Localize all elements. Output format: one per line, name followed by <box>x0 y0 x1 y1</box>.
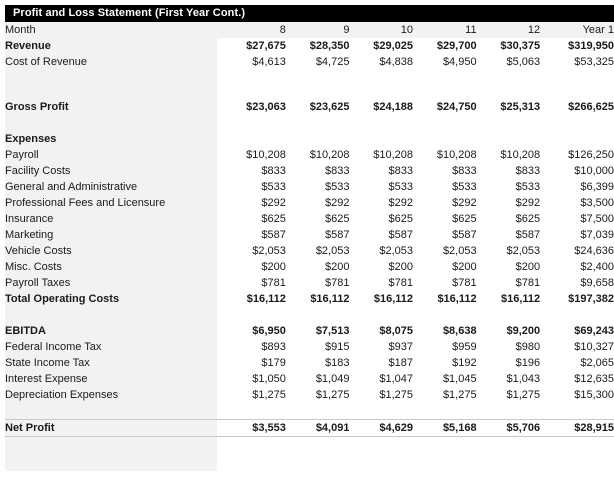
cell-value <box>349 131 413 147</box>
cell-value: $781 <box>388 277 414 289</box>
cell-value: $126,250 <box>568 149 614 161</box>
column-header-month-12: 12 <box>527 24 541 36</box>
cell-value: $10,000 <box>574 165 614 177</box>
row-label: Net Profit <box>5 420 222 437</box>
cell-value: $833 <box>324 165 350 177</box>
cell-value: $980 <box>515 341 541 353</box>
cell-value <box>222 131 286 147</box>
row-label: Revenue <box>5 40 51 52</box>
spacer-cell <box>5 403 614 420</box>
cell-value: $25,313 <box>500 101 541 113</box>
cell-value: $16,112 <box>310 293 350 305</box>
table-row-expenses-heading <box>5 131 614 147</box>
table-header-row <box>5 22 614 38</box>
row-label: General and Administrative <box>5 181 138 193</box>
cell-value: $12,635 <box>574 373 614 385</box>
table-row-depreciation-expenses <box>5 387 614 403</box>
table-row-ebitda <box>5 323 614 339</box>
table-row-revenue <box>5 38 614 54</box>
cell-value: $625 <box>388 213 414 225</box>
table-row-state-income-tax <box>5 355 614 371</box>
cell-value: $183 <box>324 357 350 369</box>
table-row-interest-expense <box>5 371 614 387</box>
cell-value: $200 <box>388 261 414 273</box>
cell-value: $29,700 <box>436 40 477 52</box>
cell-value: $2,065 <box>580 357 614 369</box>
row-label: Facility Costs <box>5 165 71 177</box>
cell-value: $197,382 <box>568 293 614 305</box>
cell-value: $5,168 <box>413 420 477 437</box>
table-row-marketing <box>5 227 614 243</box>
cell-value: $196 <box>515 357 541 369</box>
cell-value: $781 <box>452 277 477 289</box>
table-spacer-row <box>5 70 614 99</box>
cell-value: $8,075 <box>379 325 414 337</box>
cell-value: $587 <box>452 229 477 241</box>
cell-value: $1,275 <box>442 389 477 401</box>
column-header-month-9: 9 <box>343 24 350 36</box>
table-row-insurance <box>5 211 614 227</box>
table-row-vehicle-costs <box>5 243 614 259</box>
cell-value: $292 <box>452 197 477 209</box>
cell-value: $7,500 <box>580 213 614 225</box>
cell-value: $833 <box>388 165 414 177</box>
cell-value <box>477 131 541 147</box>
cell-value: $10,208 <box>436 149 477 161</box>
table-row-misc-costs <box>5 259 614 275</box>
cell-value: $4,629 <box>349 420 413 437</box>
financials-table <box>5 22 614 437</box>
table-row-facility-costs <box>5 163 614 179</box>
cell-value: $625 <box>515 213 541 225</box>
cell-value: $1,043 <box>506 373 541 385</box>
cell-value: $9,658 <box>580 277 614 289</box>
cell-value: $8,638 <box>442 325 477 337</box>
row-label: Payroll Taxes <box>5 277 71 289</box>
table-spacer-row <box>5 115 614 131</box>
cell-value: $2,053 <box>506 245 541 257</box>
cell-value: $587 <box>261 229 286 241</box>
table-row-payroll <box>5 147 614 163</box>
cell-value: $625 <box>452 213 477 225</box>
cell-value: $10,208 <box>309 149 350 161</box>
cell-value: $625 <box>261 213 286 225</box>
cell-value: $23,625 <box>309 101 350 113</box>
column-header-month-10: 10 <box>400 24 414 36</box>
row-label: Interest Expense <box>5 373 88 385</box>
cell-value: $5,063 <box>506 56 541 68</box>
cell-value: $200 <box>324 261 350 273</box>
cell-value: $1,275 <box>379 389 414 401</box>
table-row-general-and-administrative <box>5 179 614 195</box>
cell-value: $533 <box>261 181 286 193</box>
table-row-payroll-taxes <box>5 275 614 291</box>
row-label: Marketing <box>5 229 54 241</box>
row-label: State Income Tax <box>5 357 90 369</box>
cell-value: $533 <box>324 181 350 193</box>
cell-value: $4,838 <box>379 56 414 68</box>
cell-value: $2,400 <box>580 261 614 273</box>
cell-value: $1,049 <box>315 373 350 385</box>
cell-value: $937 <box>388 341 414 353</box>
table-spacer-row <box>5 307 614 323</box>
cell-value: $4,725 <box>315 56 350 68</box>
cell-value: $3,500 <box>580 197 614 209</box>
cell-value: $2,053 <box>315 245 350 257</box>
cell-value: $24,750 <box>436 101 477 113</box>
cell-value: $266,625 <box>568 101 614 113</box>
row-label: EBITDA <box>5 325 46 337</box>
cell-value: $2,053 <box>379 245 414 257</box>
row-label: Payroll <box>5 149 39 161</box>
row-label: Depreciation Expenses <box>5 389 119 401</box>
bottom-margin <box>0 471 614 477</box>
cell-value: $1,050 <box>252 373 286 385</box>
cell-value: $533 <box>515 181 541 193</box>
cell-value: $915 <box>324 341 350 353</box>
cell-value: $16,112 <box>501 293 541 305</box>
cell-value: $7,513 <box>315 325 350 337</box>
cell-value: $833 <box>452 165 477 177</box>
cell-value: $200 <box>515 261 541 273</box>
cell-value: $893 <box>261 341 286 353</box>
cell-value: $3,553 <box>222 420 286 437</box>
cell-value: $53,325 <box>574 56 614 68</box>
cell-value: $6,399 <box>580 181 614 193</box>
row-label: Federal Income Tax <box>5 341 102 353</box>
cell-value: $292 <box>388 197 414 209</box>
cell-value: $179 <box>261 357 286 369</box>
cell-value: $23,063 <box>246 101 286 113</box>
table-row-professional-fees-and-licensure <box>5 195 614 211</box>
cell-value: $29,025 <box>373 40 414 52</box>
row-label: Insurance <box>5 213 54 225</box>
column-header-year-1: Year 1 <box>582 24 614 36</box>
cell-value: $24,636 <box>574 245 614 257</box>
cell-value: $833 <box>515 165 541 177</box>
cell-value: $1,275 <box>506 389 541 401</box>
table-row-cost-of-revenue <box>5 54 614 70</box>
spacer-cell <box>5 70 614 99</box>
cell-value: $959 <box>452 341 477 353</box>
cell-value: $587 <box>515 229 541 241</box>
row-label: Vehicle Costs <box>5 245 72 257</box>
row-label: Cost of Revenue <box>5 56 87 68</box>
cell-value <box>286 131 350 147</box>
table-row-federal-income-tax <box>5 339 614 355</box>
cell-value <box>413 131 477 147</box>
cell-value: $24,188 <box>373 101 414 113</box>
cell-value: $192 <box>452 357 477 369</box>
column-header-month: Month <box>5 24 36 36</box>
cell-value: $292 <box>324 197 350 209</box>
cell-value: $2,053 <box>252 245 286 257</box>
statement-title: Profit and Loss Statement (First Year Cont.) <box>5 5 614 22</box>
column-header-month-8: 8 <box>279 24 286 36</box>
cell-value: $781 <box>515 277 541 289</box>
cell-value: $16,112 <box>246 293 286 305</box>
cell-value: $2,053 <box>442 245 477 257</box>
cell-value: $781 <box>261 277 286 289</box>
cell-value: $200 <box>452 261 477 273</box>
cell-value: $1,275 <box>315 389 350 401</box>
cell-value: $4,613 <box>252 56 286 68</box>
row-label: Misc. Costs <box>5 261 62 273</box>
cell-value: $587 <box>388 229 414 241</box>
cell-value <box>540 131 614 147</box>
row-label: Professional Fees and Licensure <box>5 197 166 209</box>
cell-value: $319,950 <box>568 40 614 52</box>
spacer-cell <box>5 115 614 131</box>
cell-value: $16,112 <box>373 293 414 305</box>
cell-value: $6,950 <box>252 325 286 337</box>
cell-value: $533 <box>452 181 477 193</box>
cell-value: $533 <box>388 181 414 193</box>
cell-value: $1,275 <box>252 389 286 401</box>
cell-value: $292 <box>515 197 541 209</box>
table-row-gross-profit <box>5 99 614 115</box>
cell-value: $187 <box>388 357 414 369</box>
column-header-month-11: 11 <box>465 24 477 36</box>
cell-value: $292 <box>261 197 286 209</box>
cell-value: $30,375 <box>500 40 541 52</box>
cell-value: $1,047 <box>379 373 414 385</box>
table-row-net-profit <box>5 420 614 437</box>
cell-value: $15,300 <box>574 389 614 401</box>
cell-value: $4,091 <box>286 420 350 437</box>
row-label: Total Operating Costs <box>5 293 120 305</box>
cell-value: $27,675 <box>246 40 286 52</box>
cell-value: $10,327 <box>574 341 614 353</box>
cell-value: $781 <box>324 277 350 289</box>
cell-value: $69,243 <box>574 325 614 337</box>
cell-value: $16,112 <box>437 293 477 305</box>
cell-value: $9,200 <box>506 325 541 337</box>
cell-value: $200 <box>261 261 286 273</box>
spacer-cell <box>5 307 614 323</box>
table-spacer-row <box>5 403 614 420</box>
cell-value: $10,208 <box>500 149 541 161</box>
cell-value: $833 <box>261 165 286 177</box>
cell-value: $4,950 <box>442 56 477 68</box>
cell-value: $28,915 <box>540 420 614 437</box>
cell-value: $1,045 <box>442 373 477 385</box>
cell-value: $10,208 <box>373 149 414 161</box>
cell-value: $5,706 <box>477 420 541 437</box>
cell-value: $625 <box>324 213 350 225</box>
cell-value: $7,039 <box>580 229 614 241</box>
cell-value: $10,208 <box>246 149 286 161</box>
table-row-total-operating-costs <box>5 291 614 307</box>
row-label: Gross Profit <box>5 101 69 113</box>
row-label: Expenses <box>5 133 57 145</box>
cell-value: $587 <box>324 229 350 241</box>
cell-value: $28,350 <box>309 40 350 52</box>
